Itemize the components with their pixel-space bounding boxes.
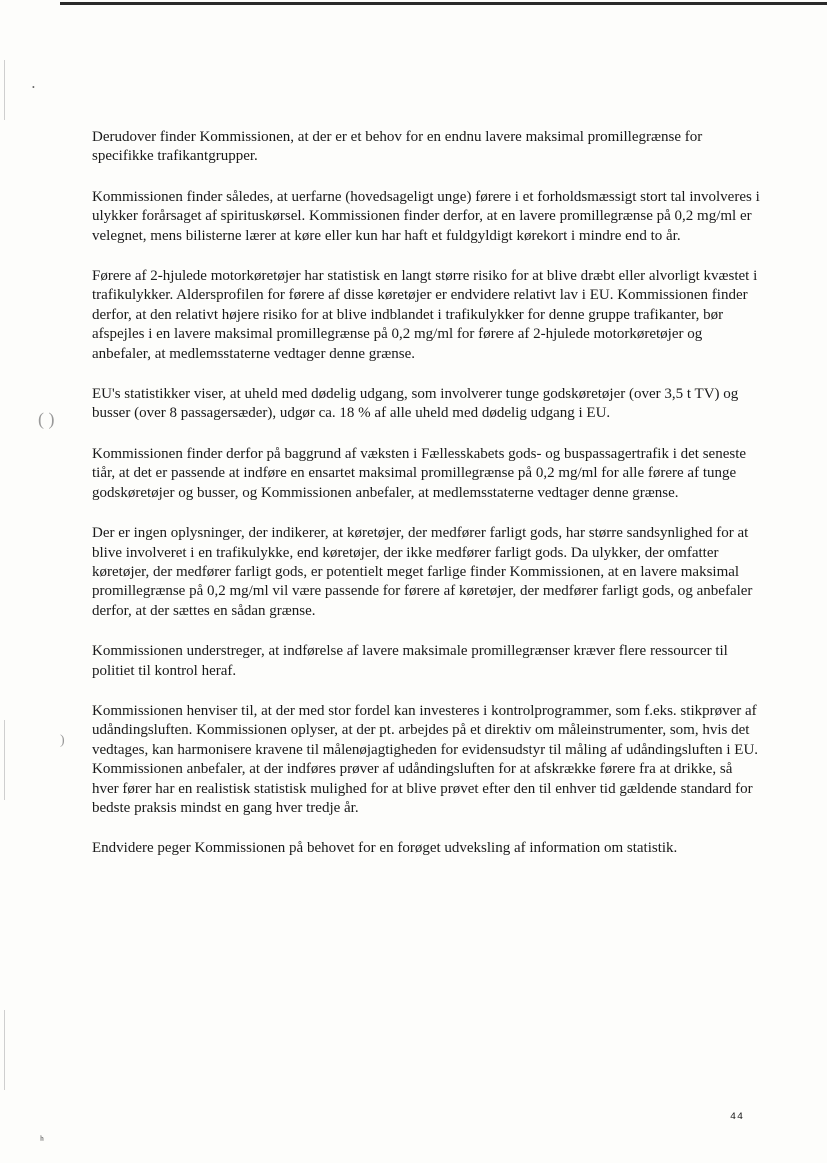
paragraph-8: Kommissionen henviser til, at der med stor fordel kan investeres i kontrolprogrammer, som f.eks. stikprøver af udåndingsluften. Kommissionen oplyser, at der pt. arbejdes på et direktiv om måleinstrumenter, som, hvis det vedtages, kan harmonisere kravene til målenøjagtigheden for evidensudstyr til måling af udåndingsluften i EU. Kommissionen anbefaler, at der indføres prøver af udåndingsluften for at afskrække førere fra at drikke, så hver fører har en realistisk statistisk mulighed for at blive prøvet efter den til enhver tid gældende standard for bedste praksis mindst en gang hver tredje år. [92, 702, 759, 816]
paragraph-1: Derudover finder Kommissionen, at der er et behov for en endnu lavere maksimal promillegrænse for specifikke trafikantgrupper. [92, 129, 703, 165]
paragraph-3: Førere af 2-hjulede motorkøretøjer har statistisk en langt større risiko for at blive dræbt eller alvorligt kvæstet i trafikulykker. Aldersprofilen for førere af disse køretøjer er endvidere relativt lav i EU. Kommissionen finder derfor, at den relativt højere risiko for at blive indblandet i trafikulykker for denne gruppe trafikanter, bør afspejles i en lavere maksimal promillegrænse på 0,2 mg/ml for førere af 2-hjulede motorkøretøjer og anbefaler, at medlemsstaterne vedtager denne grænse. [92, 268, 758, 362]
scan-edge-bottom [4, 1010, 5, 1090]
paragraph-9: Endvidere peger Kommissionen på behovet for en forøget udveksling af information om statistik. [92, 840, 678, 857]
scan-edge-top [4, 60, 5, 120]
scan-edge-middle [4, 720, 5, 800]
scan-dot-mark: • [32, 83, 35, 92]
paragraph-4: EU's statistikker viser, at uheld med dødelig udgang, som involverer tunge godskøretøjer (over 3,5 t TV) og busser (over 8 passagersæder), udgør ca. 18 % af alle uheld med dødelig udgang i EU. [92, 386, 739, 422]
scan-paren-mark: ) [60, 733, 65, 748]
paragraph-6: Der er ingen oplysninger, der indikerer, at køretøjer, der medfører farligt gods, har større sandsynlighed for at blive involveret i en trafikulykke, end køretøjer, der ikke medfører farligt gods. Da ulykker, der omfatter køretøjer, der medfører farligt gods, er potentielt meget farlige finder Kommissionen, at en lavere maksimal promillegrænse på 0,2 mg/ml vil være passende for førere af køretøjer, der medfører farligt gods, og anbefaler derfor, at der sættes en sådan grænse. [92, 525, 753, 619]
paragraph-5: Kommissionen finder derfor på baggrund af væksten i Fællesskabets gods- og buspassagertrafik i det seneste tiår, at det er passende at indføre en ensartet maksimal promillegrænse på 0,2 mg/ml for alle førere af tunge godskøretøjer og busser, og Kommissionen anbefaler, at medlemsstaterne vedtager denne grænse. [92, 445, 747, 501]
scan-corner-mark: ʰ [40, 1133, 44, 1147]
scan-bracket-mark: ( ) [38, 409, 55, 429]
document-body [92, 128, 762, 880]
paragraph-2: Kommissionen finder således, at uerfarne (hovedsageligt unge) førere i et forholdsmæssigt stort tal involveres i ulykker forårsaget af spirituskørsel. Kommissionen finder derfor, at en lavere promillegrænse på 0,2 mg/ml er velegnet, mens bilisterne lærer at køre eller kun har haft et fuldgyldigt kørekort i mindre end to år. [92, 188, 760, 244]
paragraph-7: Kommissionen understreger, at indførelse af lavere maksimale promillegrænser kræver flere ressourcer til politiet til kontrol heraf. [92, 643, 728, 679]
top-rule [60, 2, 827, 5]
page-number: 44 [730, 1112, 745, 1123]
